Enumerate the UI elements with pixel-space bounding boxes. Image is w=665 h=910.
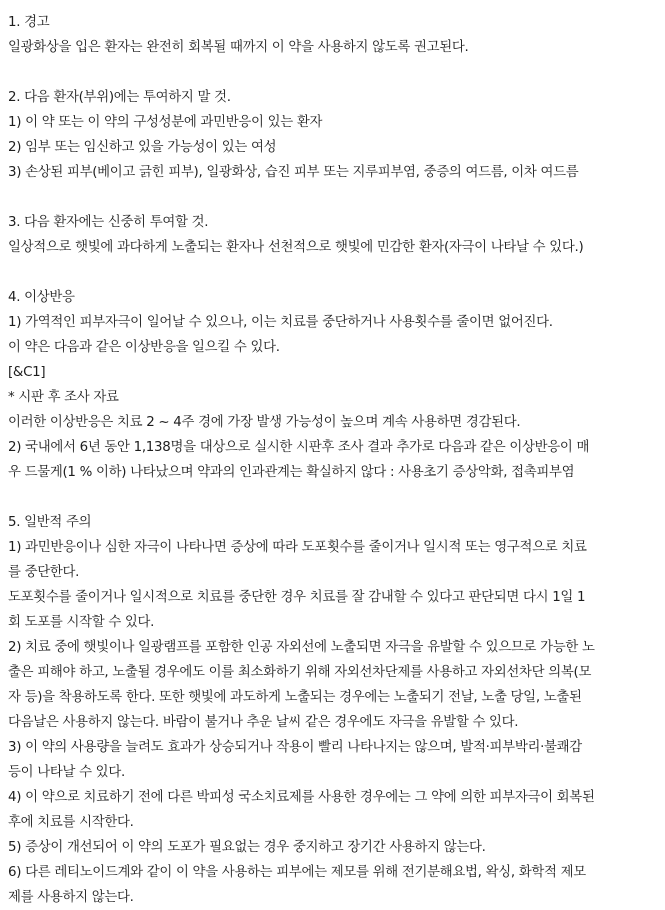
section-text-line: 1) 과민반응이나 심한 자극이 나타나면 증상에 따라 도포횟수를 줄이거나 일시적 또는 영구적으로 치료 [8, 540, 587, 555]
section-text-line: 1) 가역적인 피부자극이 일어날 수 있으나, 이는 치료를 중단하거나 사용횟수를 줄이면 없어진다. [8, 315, 553, 330]
section-text-line: 회 도포를 시작할 수 있다. [8, 615, 155, 630]
section-text-line: 2) 임부 또는 임신하고 있을 가능성이 있는 여성 [8, 140, 277, 155]
section-text-line: 6) 다른 레티노이드계와 같이 이 약을 사용하는 피부에는 제모를 위해 전기분해요법, 왁싱, 화학적 제모 [8, 865, 586, 880]
section-text-line: 제를 사용하지 않는다. [8, 890, 134, 905]
section-heading-contraindications: 2. 다음 환자(부위)에는 투여하지 말 것. [8, 90, 231, 105]
section-text-line: 2) 국내에서 6년 동안 1,138명을 대상으로 실시한 시판후 조사 결과 추가로 다음과 같은 이상반응이 매 [8, 440, 590, 455]
section-text-line: 1) 이 약 또는 이 약의 구성성분에 과민반응이 있는 환자 [8, 115, 323, 130]
section-text-line: 2) 치료 중에 햇빛이나 일광램프를 포함한 인공 자외선에 노출되면 자극을 유발할 수 있으므로 가능한 노 [8, 640, 595, 655]
section-heading-caution: 3. 다음 환자에는 신중히 투여할 것. [8, 215, 209, 230]
section-text-line: 일상적으로 햇빛에 과다하게 노출되는 환자나 선천적으로 햇빛에 민감한 환자(자극이 나타날 수 있다.) [8, 240, 584, 255]
section-text-line: 3) 손상된 피부(베이고 긁힌 피부), 일광화상, 습진 피부 또는 지루피부염, 중증의 여드름, 이차 여드름 [8, 165, 579, 180]
section-text-line: 등이 나타날 수 있다. [8, 765, 125, 780]
section-text-line: 이러한 이상반응은 치료 2 ~ 4주 경에 가장 발생 가능성이 높으며 계속 사용하면 경감된다. [8, 415, 521, 430]
section-text-line: 후에 치료를 시작한다. [8, 815, 134, 830]
section-gap [8, 485, 660, 510]
section-text-line: 출은 피해야 하고, 노출될 경우에도 이를 최소화하기 위해 자외선차단제를 사용하고 자외선차단 의복(모 [8, 665, 592, 680]
section-gap [8, 185, 660, 210]
section-text-line: 자 등)을 착용하도록 한다. 또한 햇빛에 과도하게 노출되는 경우에는 노출되기 전날, 노출 당일, 노출된 [8, 690, 582, 705]
section-heading-general-precautions: 5. 일반적 주의 [8, 515, 92, 530]
section-heading-warning: 1. 경고 [8, 15, 50, 30]
section-gap [8, 260, 660, 285]
section-text-line: 우 드물게(1 % 이하) 나타났으며 약과의 인과관계는 확실하지 않다 : 사용초기 증상악화, 접촉피부염 [8, 465, 575, 480]
section-text-line: 4) 이 약으로 치료하기 전에 다른 박피성 국소치료제를 사용한 경우에는 그 약에 의한 피부자극이 회복된 [8, 790, 595, 805]
section-text-line: 3) 이 약의 사용량을 늘려도 효과가 상승되거나 작용이 빨리 나타나지는 않으며, 발적·피부박리·불쾌감 [8, 740, 582, 755]
section-text-line: * 시판 후 조사 자료 [8, 390, 119, 405]
section-text-line: 를 중단한다. [8, 565, 80, 580]
section-text-line: 일광화상을 입은 환자는 완전히 회복될 때까지 이 약을 사용하지 않도록 권고된다. [8, 40, 469, 55]
section-text-line: 5) 증상이 개선되어 이 약의 도포가 필요없는 경우 중지하고 장기간 사용하지 않는다. [8, 840, 486, 855]
section-text-line: 도포횟수를 줄이거나 일시적으로 치료를 중단한 경우 치료를 잘 감내할 수 있다고 판단되면 다시 1일 1 [8, 590, 586, 605]
document-body [8, 10, 660, 910]
section-gap [8, 60, 660, 85]
section-text-line: [&C1] [8, 365, 46, 380]
section-text-line: 이 약은 다음과 같은 이상반응을 일으킬 수 있다. [8, 340, 280, 355]
section-text-line: 다음날은 사용하지 않는다. 바람이 불거나 추운 날씨 같은 경우에도 자극을 유발할 수 있다. [8, 715, 519, 730]
section-heading-adverse-reactions: 4. 이상반응 [8, 290, 75, 305]
